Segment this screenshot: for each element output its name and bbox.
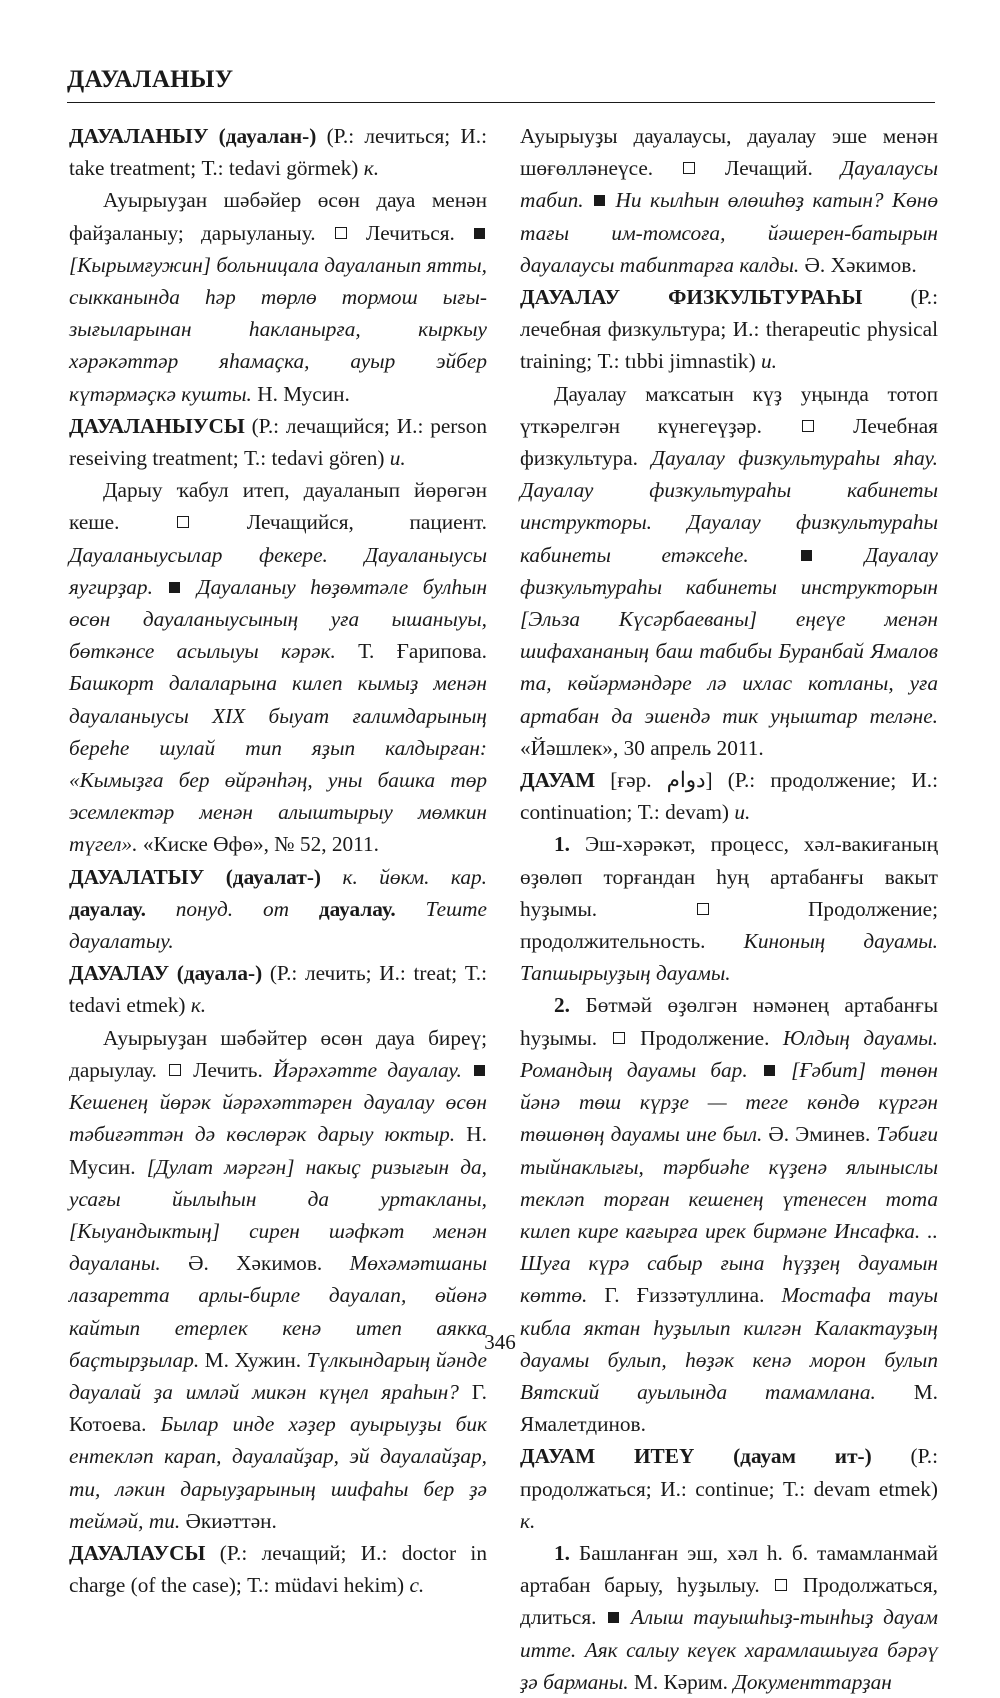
entry-headword: ДАУАЛАУ ФИЗКУЛЬТУРАҺЫ (Р.: лечебная физкультура; И.: therapeutic physical training; Т.: tıbbi jimnastik) и.	[520, 285, 938, 374]
equivalent-marker	[335, 227, 347, 239]
example-marker	[169, 582, 180, 593]
page-number: 346	[484, 1330, 516, 1354]
entry-headword: ДАУАЛАУ (дауала-) (Р.: лечить; И.: treat; Т.: tedavi etmek) к.	[69, 961, 487, 1018]
equivalent-marker	[683, 162, 695, 174]
equivalent-marker	[613, 1032, 625, 1044]
equivalent-marker	[697, 903, 709, 915]
equivalent-marker	[802, 420, 814, 432]
equivalent-marker	[775, 1579, 787, 1591]
example-marker	[608, 1612, 619, 1623]
entry-sense: 1. Эш-хәрәкәт, процесс, хәл-вакиғаның өҙөлөп торғандан һуң артабанғы вакыт һуҙымы. Продолжение; продолжительность. Киноның дауамы. Тапшырыуҙың дауамы.	[520, 832, 938, 986]
equivalent-marker	[177, 516, 189, 528]
entry-definition: Ауырыуҙы дауалаусы, дауалау эше менән шөғөлләнеүсе. Лечащий. Дауалаусы табип. Ни кылһын өлөшһөҙ катын? Көнө тағы им-томсоға, йәшерен-батырын дауалаусы табиптарға калды. Ә. Хәкимов.	[520, 124, 939, 277]
header-rule	[67, 102, 935, 103]
example-marker	[801, 550, 812, 561]
entry-definition: Ауырыуҙан шәбәйер өсөн дауа менән файҙаланыу; дарыуланыу. Лечиться. [Кырымғужин] больницала дауаланып ятты, сыкканында һәр төрлө тормош ығы-зығыларынан һакланырға, кыркыу хәрәкәттәр яһамаҫка, ауыр эйбер күтәрмәҫкә кушты. Н. Мусин.	[69, 188, 488, 406]
entry-headword: ДАУАЛАНЫУСЫ (Р.: лечащийся; И.: person reseiving treatment; Т.: tedavi gören) и.	[69, 413, 487, 471]
entry-definition: Дарыу ҡабул итеп, дауаланып йөрөгән кеше. Лечащийся, пациент. Дауаланыусылар фекере. Дауаланыусы яугирҙар. Дауаланыу һөҙөмтәле булһын өсөн дауаланыусының уға ышаныуы, бөткәнсе асылыуы кәрәк. Т. Ғарипова. Башкорт далаларына килеп кымыҙ менән дауаланыусы XIX быуат ғалимдарының береһе шулай тип яҙып калдырған: «Кымыҙға бер өйрәнһәң, уны башка төр эсемлектәр менән алыштырыу мөмкин түгел». «Киске Өфө», № 52, 2011.	[69, 478, 488, 857]
running-head: ДАУАЛАНЫУ	[67, 66, 234, 93]
left-column	[69, 120, 487, 1601]
right-column	[520, 120, 938, 1698]
entry-headword: ДАУАЛАНЫУ (дауалан-) (Р.: лечиться; И.: take treatment; Т.: tedavi görmek) к.	[69, 124, 487, 181]
entry-headword: ДАУАЛАУСЫ (Р.: лечащий; И.: doctor in charge (of the case); Т.: müdavi hekim) с.	[69, 1540, 487, 1598]
example-marker	[594, 195, 605, 206]
example-marker	[474, 228, 485, 239]
example-marker	[474, 1065, 485, 1076]
example-marker	[764, 1065, 775, 1076]
entry-headword: ДАУАМ [ғәр. دوام] (Р.: продолжение; И.: continuation; Т.: devam) и.	[520, 768, 938, 825]
entry-headword: ДАУАЛАТЫУ (дауалат-) к. йөкм. кар. дауалау. понуд. от дауалау. Теште дауалатыу.	[69, 864, 487, 954]
entry-definition: Дауалау маҡсатын күҙ уңында тотоп үткәрелгән күнегеүҙәр. Лечебная физкультура. Дауалау физкультураһы яһау. Дауалау физкультураһы кабинеты инструкторы. Дауалау физкультураһы кабинеты етәксеһе. Дауалау физкультураһы кабинеты инструкторын [Эльза Күсәрбаеваны] еңеүе менән шифахананың баш табибы Буранбай Ямалов та, көйәрмәндәре лә ихлас котланы, уға артабан да эшендә тик уңыштар теләне. «Йәшлек», 30 апрель 2011.	[520, 381, 939, 760]
entry-headword: ДАУАМ ИТЕҮ (дауам ит-) (Р.: продолжаться; И.: continue; Т.: devam etmek) к.	[520, 1444, 938, 1533]
entry-sense: 2. Бөтмәй өҙөлгән нәмәнең артабанғы һуҙымы. Продолжение. Юлдың дауамы. Романдың дауамы бар. [Ғәбит] төнөн йәнә төш күрҙе — теге көндө күргән төшөнөң дауамы ине был. Ә. Эминев. Тәбиғи тыйнаклығы, тәрбиәһе күҙенә ялыныслы текләп торған кешенең үтенесен тота килеп кире кағырға ирек бирмәне Инсафка. .. Шуға күрә сабыр ғына һүҙҙең дауамын көттө. Г. Ғиззәтуллина. Мостафа тауы кибла яктан һуҙылып килгән Калактауҙың дауамы булып, һөҙәк кенә морон булып Вятский ауылында тамамлана. М. Ямалетдинов.	[520, 993, 939, 1437]
entry-definition: Ауырыуҙан шәбәйтер өсөн дауа биреү; дарыулау. Лечить. Йәрәхәтте дауалау. Кешенең йөрәк йәрәхәттәрен дауалау өсөн тәбиғәттән дә көслөрәк дарыу юктыр. Н. Мусин. [Дулат мәргән] накыҫ ризығын да, усағы йылыһын да уртакланы, [Кыуандыктың] сирен шәфкәт менән дауаланы. Ә. Хәкимов. Мөхәмәтшаны лазаретта арлы-бирле дауалап, өйөнә кайтып етерлек кенә итеп аякка баҫтырҙылар. М. Хужин. Түлкындарың йәнде дауалай ҙа имләй микән күңел яраһын? Г. Котоева. Былар инде хәҙер ауырыуҙы бик ентекләп карап, дауалайҙар, эй дауалайҙар, ти, ләкин дарыуҙарының шифаһы бер ҙә теймәй, ти. Әкиәттән.	[69, 1025, 488, 1533]
equivalent-marker	[169, 1064, 181, 1076]
entry-sense: 1. Башланған эш, хәл һ. б. тамамланмай артабан барыу, һуҙылыу. Продолжаться, длиться. Алыш тауышһыҙ-тынһыҙ дауам итте. Аяк салыу кеүек харамлашыуға бәрәү ҙә барманы. М. Кәрим. Документтарҙан	[520, 1540, 938, 1694]
